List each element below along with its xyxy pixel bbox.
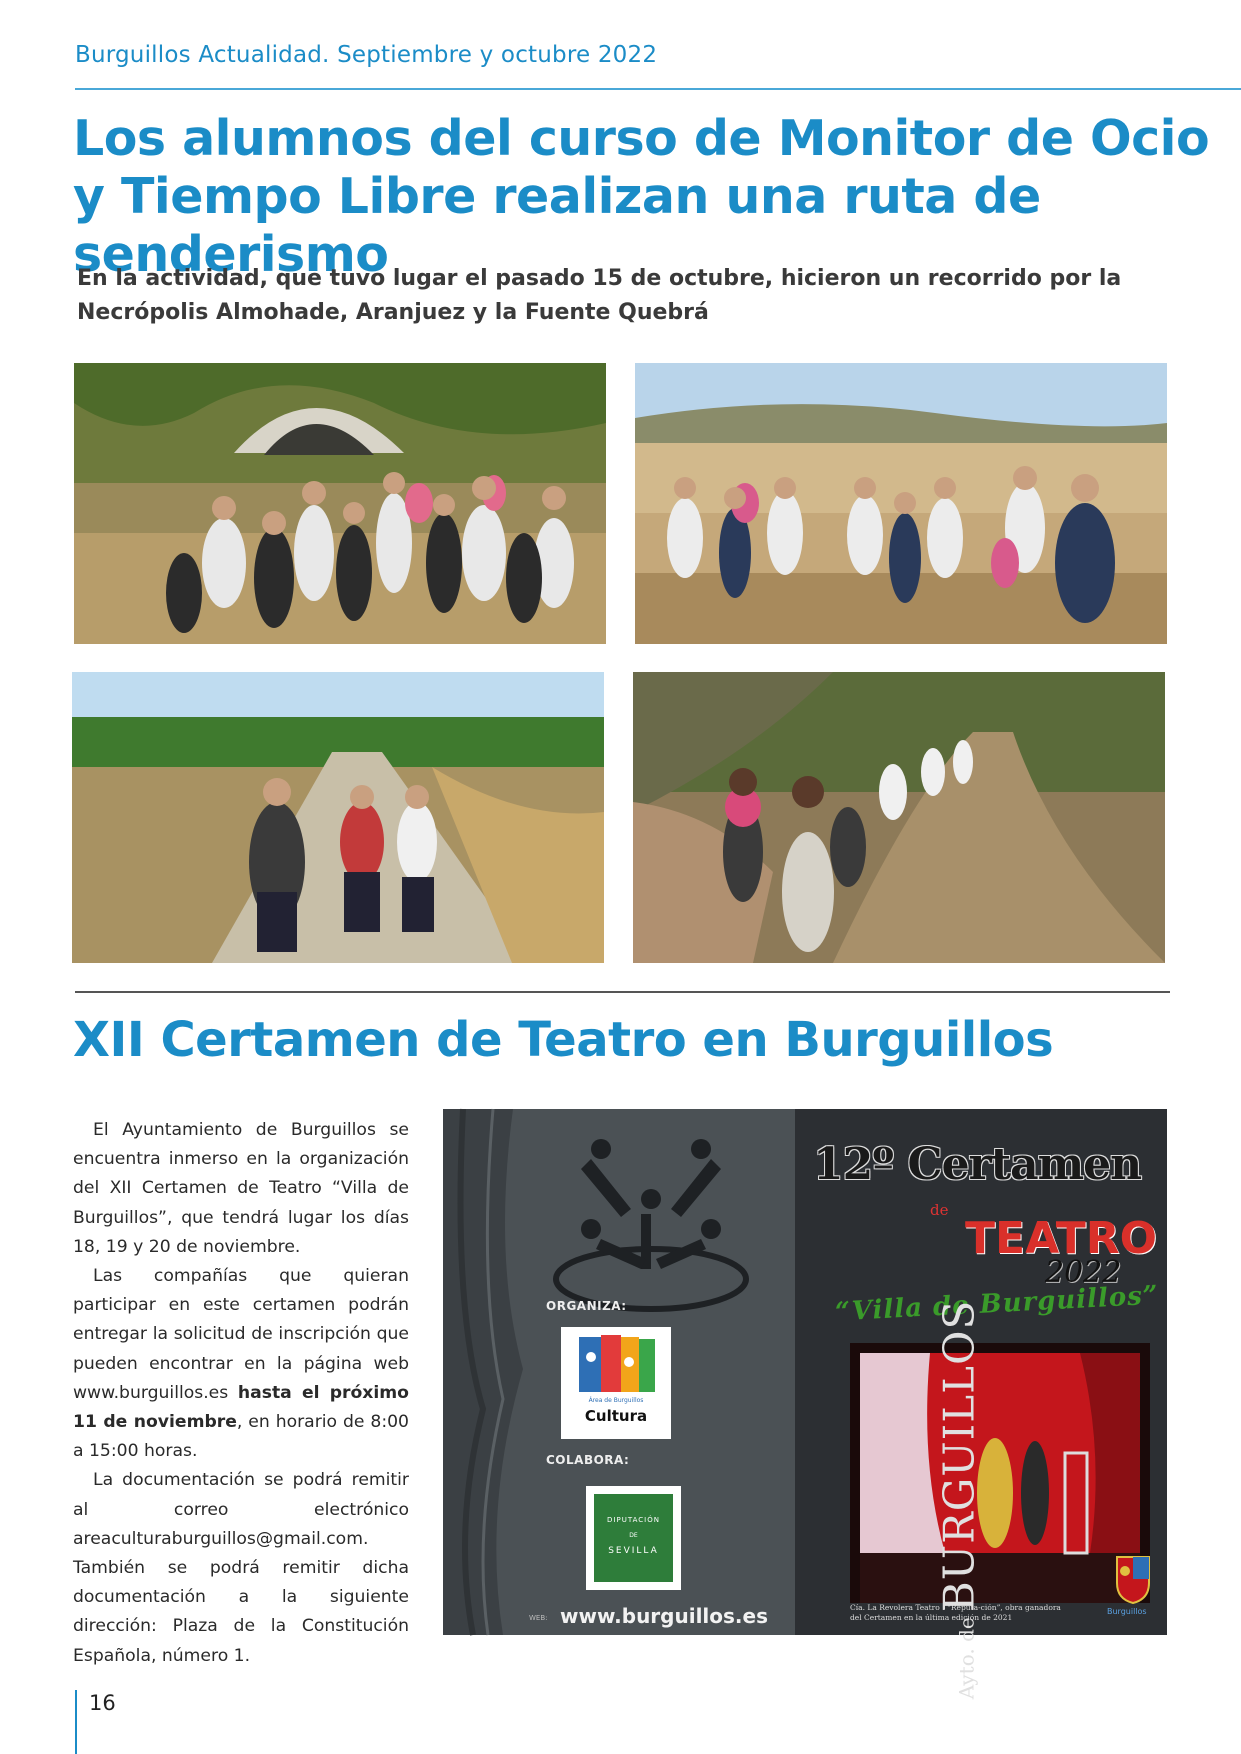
running-head: Burguillos Actualidad. Septiembre y octubre 2022 [75, 42, 658, 68]
section-divider [75, 991, 1170, 993]
article2-deadline: hasta el próximo 11 de noviembre [73, 1382, 409, 1433]
photo-group-tunnel [74, 363, 606, 644]
article1-subtitle-line2: Necrópolis Almohade, Aranjuez y la Fuente Quebrá [77, 300, 709, 325]
cultura-logo [561, 1327, 671, 1439]
article2-paragraph-2-end: , en horario de 8:00 a 15:00 horas. [73, 1412, 409, 1462]
photo-walking-path [72, 672, 604, 963]
poster-vertical-title [934, 1300, 983, 1700]
poster-web-label: WEB: [529, 1614, 548, 1622]
poster-organiza-label: ORGANIZA: [546, 1299, 627, 1313]
article1-title [73, 110, 1213, 284]
poster-year: 2022 [1045, 1255, 1122, 1290]
article1-subtitle [77, 262, 1177, 330]
poster-left-panel [443, 1109, 795, 1635]
diputacion-logo [586, 1486, 681, 1590]
article1-subtitle-line1: En la actividad, que tuvo lugar el pasado 15 de octubre, hicieron un recorrido por la [77, 266, 1122, 291]
article2-paragraph-2 [73, 1262, 409, 1466]
diputacion-line3: SEVILLA [608, 1546, 659, 1556]
poster-stage-photo [850, 1343, 1150, 1603]
theatre-poster [443, 1109, 1167, 1700]
article2-title: XII Certamen de Teatro en Burguillos [73, 1012, 1054, 1068]
header-rule [75, 88, 1241, 90]
poster-de: de [930, 1201, 949, 1219]
poster-web-url: www.burguillos.es [560, 1604, 768, 1628]
poster-villa: “Villa de Burguillos” [834, 1280, 1160, 1328]
page-number-bar [75, 1690, 77, 1754]
theatre-logo-icon [551, 1129, 751, 1319]
article2-body [73, 1116, 409, 1671]
burguillos-crest-icon [1113, 1553, 1153, 1605]
poster-ayto: Ayto. de [954, 1617, 979, 1700]
article2-paragraph-2-start: Las compañías que quieran participar en este certamen podrán entregar la solicitud de inscripción que pueden encontrar en la página web www.burguillos.es [73, 1266, 409, 1403]
poster-caption-line1: Cía. La Revolera Teatro : “Reputa-ción”, obra ganadora [850, 1603, 1061, 1612]
poster-town: BURGUILLOS [934, 1299, 984, 1613]
article1-title-line2: y Tiempo Libre realizan una ruta de senderismo [73, 168, 1041, 283]
poster-colabora-label: COLABORA: [546, 1453, 630, 1467]
photo-group-field [635, 363, 1167, 644]
crest-label: Burguillos [1107, 1607, 1147, 1616]
poster-caption [850, 1603, 1150, 1623]
article1-title-line1: Los alumnos del curso de Monitor de Ocio [73, 110, 1210, 167]
photo-hiking-trail [633, 672, 1165, 963]
article2-paragraph-3: La documentación se podrá remitir al correo electrónico areaculturaburguillos@gmail.com. También se podrá remitir dicha documentación a la siguiente dirección: Plaza de la Constitución Española, número 1. [73, 1470, 409, 1666]
diputacion-line1: DIPUTACIÓN [607, 1516, 660, 1524]
poster-title: 12º Certamen [813, 1139, 1142, 1190]
diputacion-logo-field [594, 1494, 673, 1582]
article2-paragraph-1: El Ayuntamiento de Burguillos se encuentra inmerso en la organización del XII Certamen de Teatro “Villa de Burguillos”, que tendrá lugar los días 18, 19 y 20 de noviembre. [73, 1120, 409, 1257]
cultura-small-label: Área de Burguillos [588, 1397, 644, 1404]
poster-teatro: TEATRO [965, 1213, 1158, 1264]
cultura-logo-icon [561, 1327, 671, 1407]
diputacion-line2: DE [629, 1532, 638, 1539]
poster-caption-line2: del Certamen en la última edición de 2021 [850, 1613, 1013, 1622]
page-number: 16 [89, 1691, 116, 1715]
poster-right-panel [795, 1109, 1167, 1700]
cultura-label: Cultura [584, 1407, 648, 1425]
